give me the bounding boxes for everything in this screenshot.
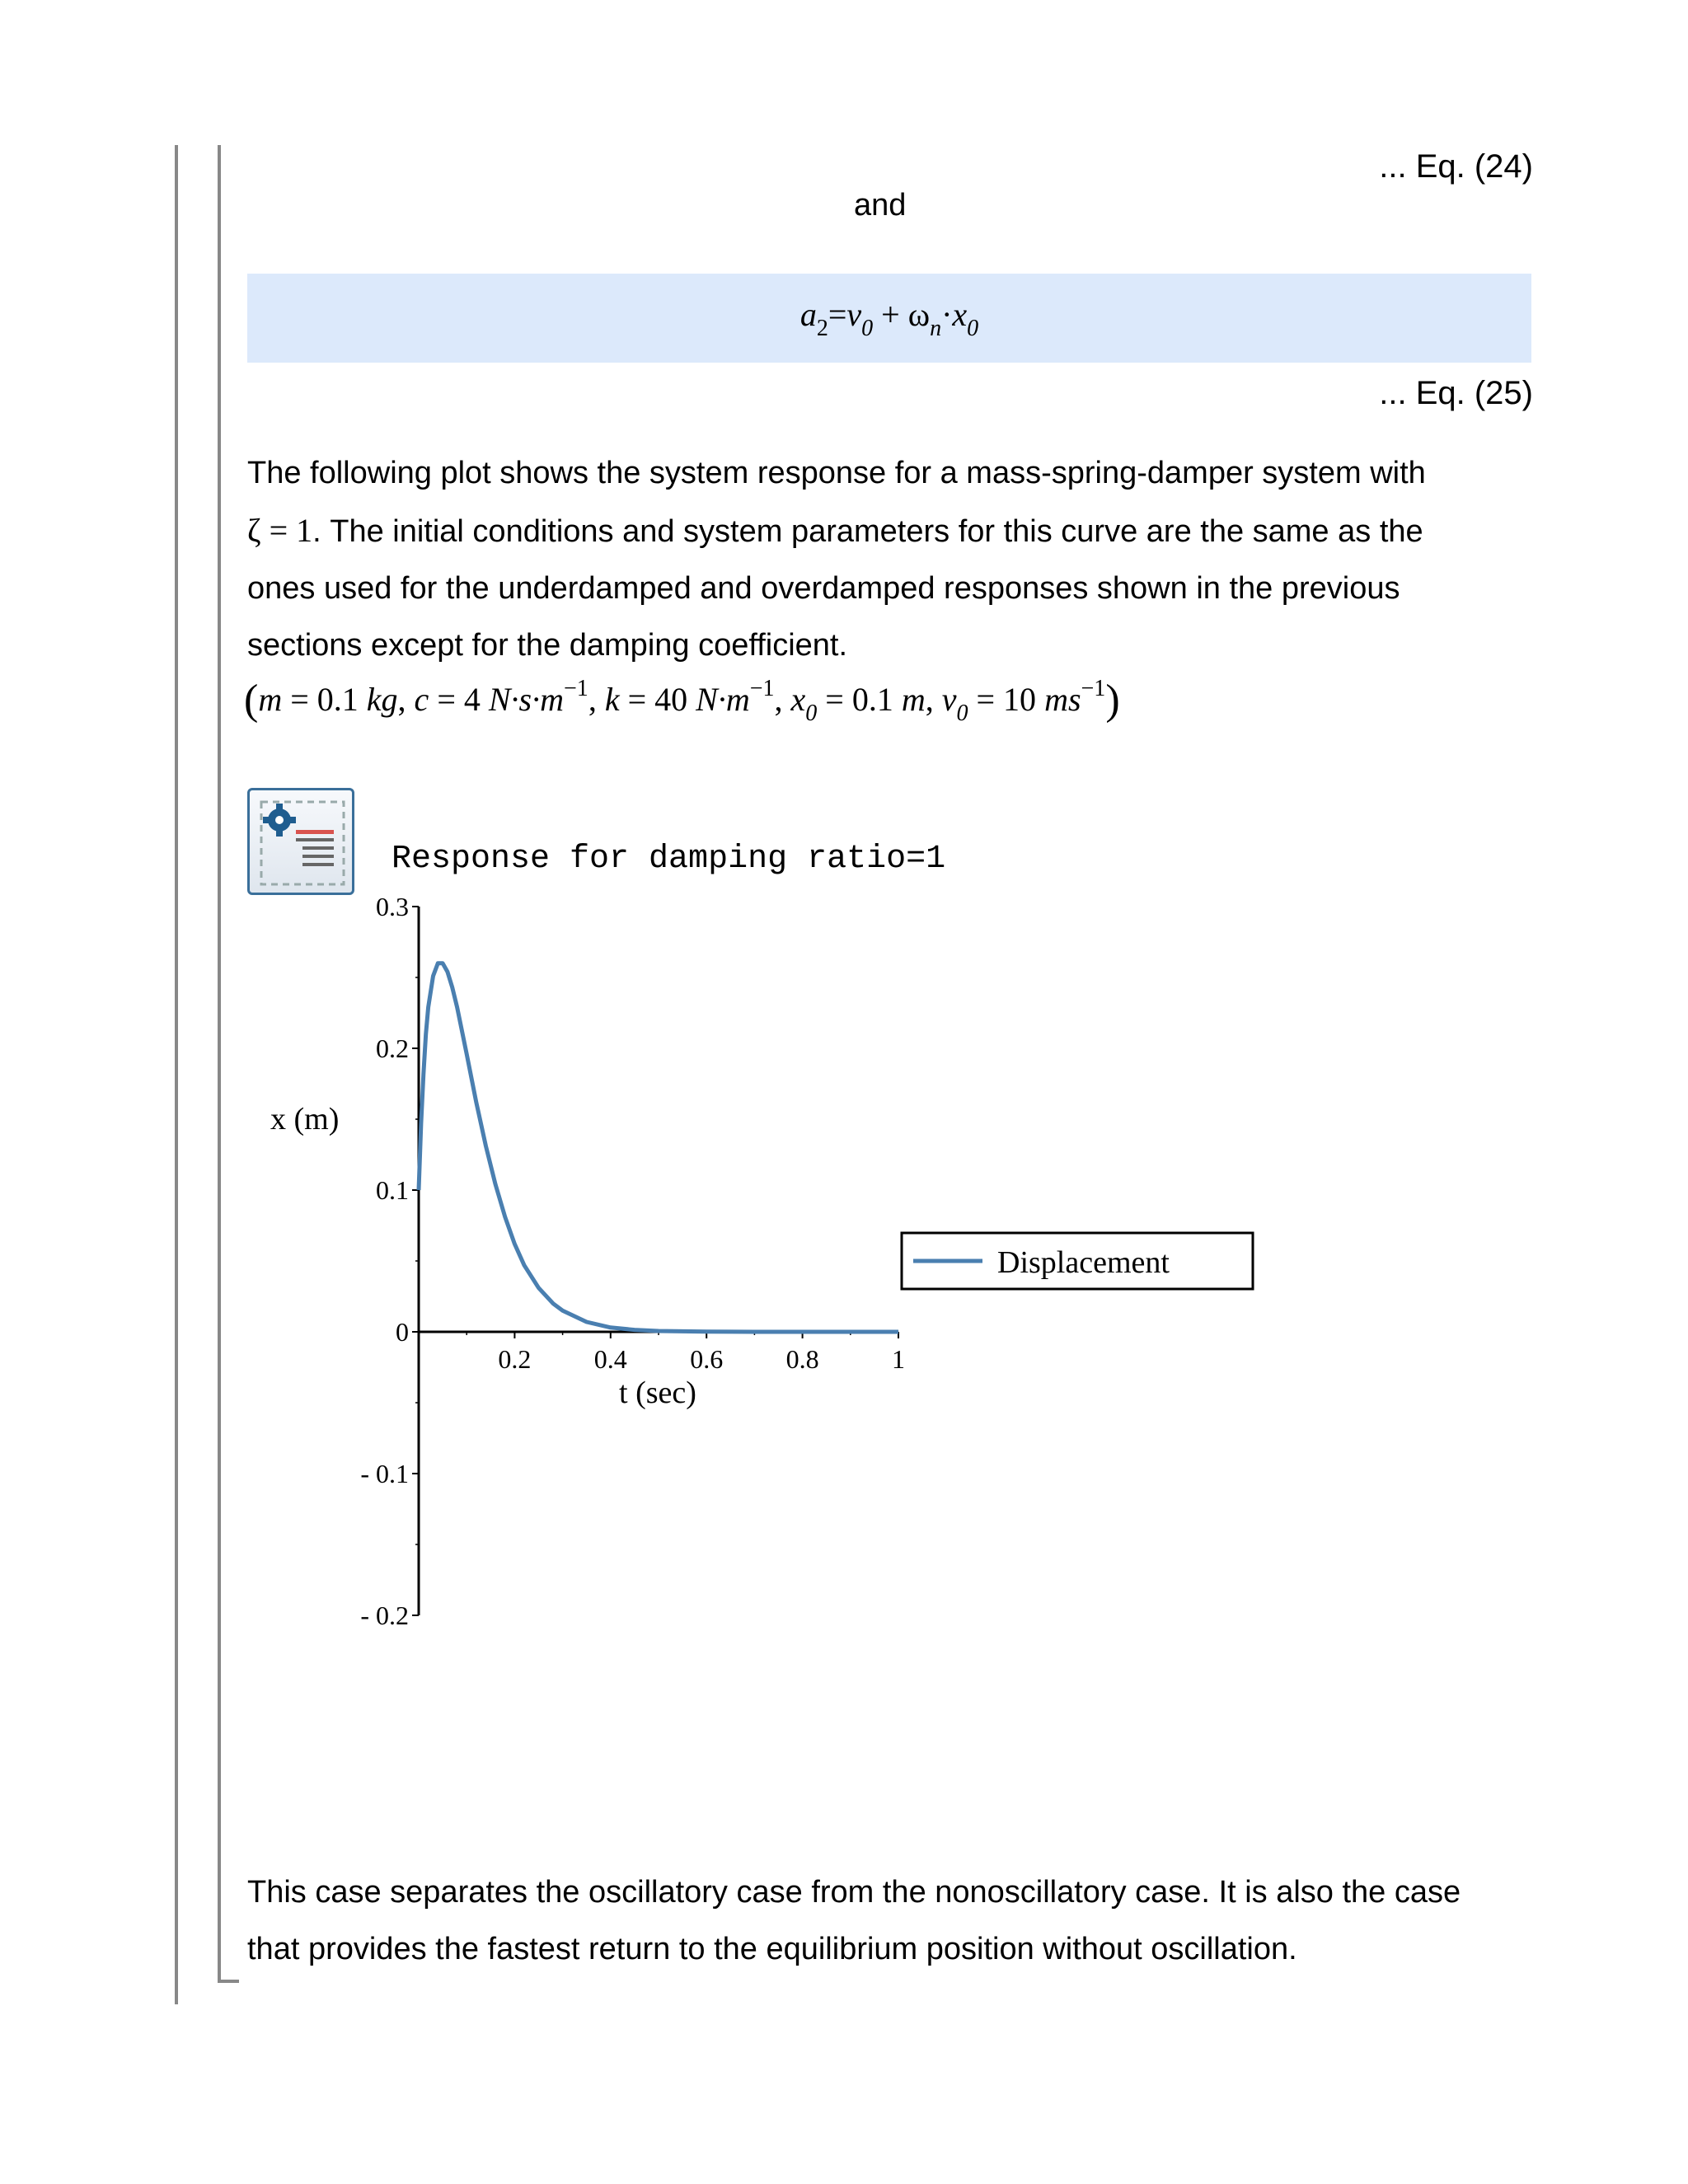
connector-text: and [854, 188, 907, 223]
y-tick-label: 0.2 [376, 1033, 409, 1063]
equation-a2: $a_2=v_0 + \omega_n\cdot x_0$ [799, 296, 979, 341]
equation-label-24: ... Eq. (24) [1379, 148, 1533, 185]
paragraph-conclusion-line-1: This case separates the oscillatory case from the nonoscillatory case. It is also the case [247, 1875, 1461, 1910]
paragraph-conclusion-line-2: that provides the fastest return to the equilibrium position without oscillation. [247, 1932, 1297, 1966]
section-bracket-foot [218, 1980, 239, 1983]
y-axis-label: x (m) [270, 1102, 340, 1137]
y-tick-label: 0.1 [376, 1175, 409, 1205]
chart-axes [419, 907, 898, 1615]
section-bracket-inner[interactable] [218, 145, 221, 1983]
legend-label: Displacement [997, 1245, 1170, 1280]
paragraph-intro-line-3: ones used for the underdamped and overdamped responses shown in the previous [247, 571, 1400, 606]
y-tick-label: - 0.1 [360, 1459, 409, 1488]
section-bracket-outer[interactable] [175, 145, 178, 2004]
response-chart[interactable] [247, 824, 1319, 1648]
paragraph-intro-line-4: sections except for the damping coefficient. [247, 628, 848, 663]
equation-label-25: ... Eq. (25) [1379, 375, 1533, 411]
paragraph-conclusion [247, 1864, 1533, 1978]
x-tick-label: 0.6 [690, 1344, 724, 1374]
x-tick-label: 0.2 [498, 1344, 532, 1374]
parameter-expression: (m = 0.1 kg, c = 4 $N\cdot s\cdot m^{-1}$, k = 40 $N\cdot m^{-1}$, $x_0 = 0.1$ m, $v_0 = 10$ $ms^{-1}$) [244, 676, 1120, 726]
chart-series [419, 963, 898, 1332]
chart-title: Response for damping ratio=1 [392, 841, 946, 878]
y-tick-label: 0 [396, 1317, 409, 1347]
paragraph-intro [247, 445, 1533, 674]
paragraph-intro-line-1: The following plot shows the system response for a mass-spring-damper system with [247, 456, 1426, 490]
y-tick-label: - 0.2 [360, 1601, 409, 1630]
x-tick-label: 0.8 [785, 1344, 819, 1374]
equation-a2-block[interactable] [247, 274, 1531, 363]
series-line-displacement [419, 963, 898, 1332]
x-axis-label: t (sec) [619, 1376, 696, 1410]
y-tick-label: 0.3 [376, 892, 409, 921]
x-tick-label: 1 [892, 1344, 905, 1374]
zeta-expression: ζ = 1 [247, 512, 313, 549]
x-tick-label: 0.4 [593, 1344, 627, 1374]
paragraph-intro-line-2: ζ = 1. The initial conditions and system parameters for this curve are the same as the [247, 512, 1423, 549]
chart-legend [902, 1233, 1253, 1289]
chart-ticks [360, 892, 905, 1630]
